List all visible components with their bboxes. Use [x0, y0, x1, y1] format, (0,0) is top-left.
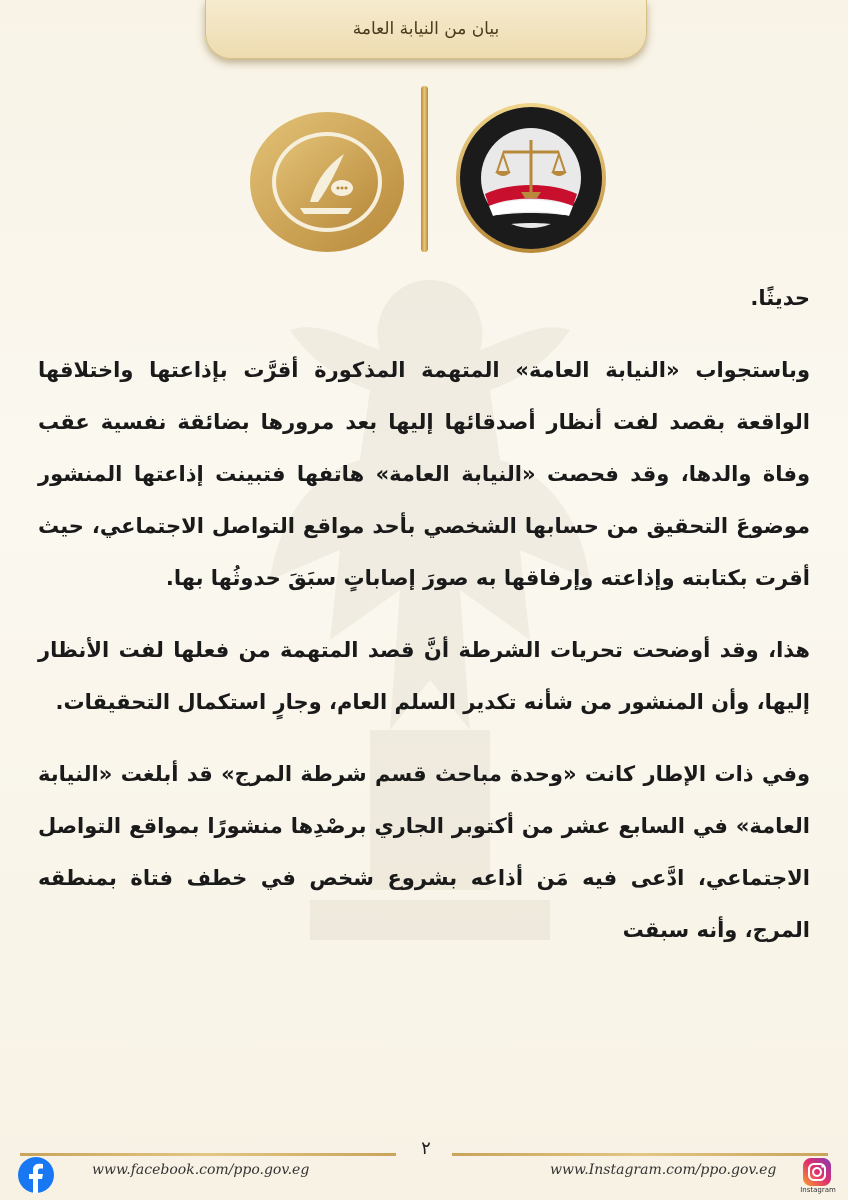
paragraph-3: هذا، وقد أوضحت تحريات الشرطة أنَّ قصد المتهمة من فعلها لفت الأنظار إليها، وأن المنشور من شأنه تكدير السلم العام، وجارٍ استكمال التحقيقات. — [38, 638, 810, 714]
footer-rule-left — [20, 1153, 396, 1156]
header-tab — [205, 0, 647, 59]
egypt-prosecution-emblem-icon — [455, 102, 607, 254]
footer-rule-right — [452, 1153, 828, 1156]
media-department-seal-icon — [248, 110, 406, 254]
page-number: ٢ — [421, 1138, 431, 1159]
facebook-icon[interactable] — [18, 1157, 54, 1193]
header-title: بيان من النيابة العامة — [352, 19, 500, 39]
paragraph-2: وباستجواب «النيابة العامة» المتهمة المذكورة أقرَّت بإذاعتها واختلاقها الواقعة بقصد لفت أنظار أصدقائها إليها بعد مرورها بضائقة نفسية عقب وفاة والدها، وقد فحصت «النيابة العامة» هاتفها فتبينت إذاعتها المنشور موضوعَ التحقيق من حسابها الشخصي بأحد مواقع التواصل الاجتماعي، حيث أقرت بكتابته وإذاعته وإرفاقها به صورَ إصاباتٍ سبَقَ حدوثُها بها. — [38, 358, 810, 590]
paragraph-4: وفي ذات الإطار كانت «وحدة مباحث قسم شرطة المرج» قد أبلغت «النيابة العامة» في السابع عشر من أكتوبر الجاري برصْدِها منشورًا بمواقع التواصل الاجتماعي، ادَّعى فيه مَن أذاعه بشروع شخص في خطف فتاة بمنطقه المرج، وأنه سبقت — [38, 762, 810, 942]
paragraph-1: حديثًا. — [750, 286, 810, 310]
instagram-link[interactable]: www.Instagram.com/ppo.gov.eg — [550, 1162, 777, 1178]
instagram-icon[interactable] — [802, 1157, 832, 1187]
logo-divider — [421, 86, 428, 252]
facebook-link[interactable]: www.facebook.com/ppo.gov.eg — [92, 1162, 310, 1178]
statement-body — [38, 272, 810, 956]
instagram-caption: Instagram — [800, 1186, 836, 1194]
